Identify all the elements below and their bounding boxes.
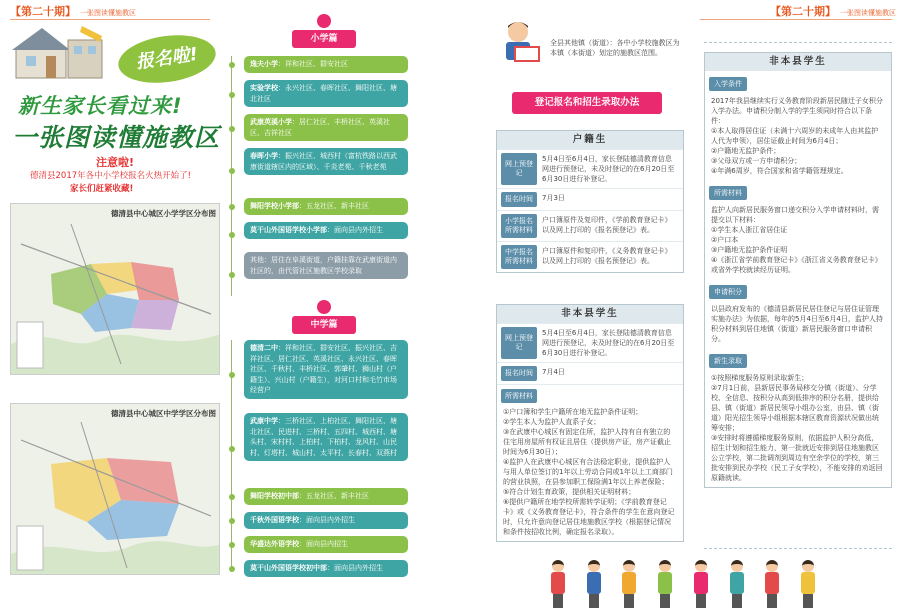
primary-section-label: 小学篇 (292, 30, 356, 48)
row-value: 户口簿原件和复印件，《义务教育登记卡》以及网上打印的《报名预登记》表。 (542, 247, 672, 265)
middle-dot-2 (229, 446, 235, 452)
school-name: 德清二中 (250, 344, 278, 352)
child-icon (727, 560, 747, 610)
primary-map-title: 德清县中心城区小学学区分布图 (111, 209, 216, 218)
middle-dot-6 (229, 566, 235, 572)
school-district: ：祥和社区、群安社区、振兴社区、吉祥社区、居仁社区、英溪社区、永兴社区、春晖社区、千秋村、丰桥社区、郭肇村、狮山村（户籍生）、兴山村（户籍生），对河口村和毛竹市场经营户 (250, 344, 397, 394)
notice-line2: 家长们赶紧收藏! (70, 184, 134, 194)
materials-item: ①学生本人浙江省居住证 (711, 226, 788, 234)
other-note-text: 其他：居住在阜溪街道，户籍挂靠在武康街道内社区的，由代管社区施教区学校录取 (250, 256, 397, 275)
row-value: 户口簿原件及复印件，《学前教育登记卡》以及网上打印的《报名预登记》表。 (542, 216, 672, 234)
row-label: 报名时间 (501, 192, 537, 207)
school-name: 莫干山外国语学校初中部 (250, 564, 327, 572)
material-item: ①户口簿和学生户籍所在地无监护条件证明； (503, 408, 643, 416)
admission-text: 2017年我县继续实行义务教育阶段新居民随迁子女积分入学办法。申请积分制入学的学生须同时符合以下条件： (711, 97, 883, 125)
child-icon (762, 560, 782, 610)
primary-dot-5 (229, 204, 235, 210)
admission-item: ①本人取得居住证（未满十六周岁的未成年人由其监护人代为申领），居住证截止时间为6月4日； (711, 127, 879, 145)
hukou-row-date (497, 188, 683, 210)
points-tag: 申请积分 (709, 285, 747, 299)
school-name: 武康英溪小学 (250, 118, 292, 126)
left-header-rule (10, 19, 210, 20)
enroll-item: ③安排时将遵循梯度服务原则，依据监护人积分高低，招生计划和招生能力，第一批就近安排到居住地施教区公立学校，第二批调剂到周边有空余学位的学校，第三批安排到民办学校（民工子女学校），不能安排的劝返回原籍就读。 (711, 434, 883, 482)
primary-school-4 (244, 148, 408, 175)
middle-district-map (10, 403, 220, 575)
school-name: 莫干山外国语学校小学部 (250, 226, 327, 234)
row-label: 网上预登记 (501, 327, 537, 359)
school-name: 舞阳学校小学部 (250, 202, 299, 210)
school-name: 千秋外国语学校 (250, 516, 299, 524)
primary-school-5 (244, 198, 408, 215)
middle-school-1 (244, 340, 408, 399)
children-illustration (548, 560, 818, 610)
school-district: ：五龙社区、新丰社区 (299, 202, 369, 210)
middle-dot-4 (229, 518, 235, 524)
materials-item: ②户口本 (711, 236, 739, 244)
primary-dot-2 (229, 92, 235, 98)
school-district: ：面向县内招生 (299, 540, 348, 548)
non-hukou-card-title: 非本县学生 (497, 305, 683, 323)
primary-school-2 (244, 80, 408, 107)
school-name: 逸夫小学 (250, 60, 278, 68)
primary-school-1 (244, 56, 408, 73)
child-icon (619, 560, 639, 610)
hero-section (10, 22, 220, 202)
materials-tag: 所需材料 (709, 186, 747, 200)
right-issue-header (770, 3, 896, 19)
school-name: 华盛达外语学校 (250, 540, 299, 548)
school-district: ：三桥社区、上柏社区、舞阳社区、塘北社区、民进村、三桥村、五四村、城西村、塘头村、宋村村、上柏村、下柏村、龙风村、山民村、灯塔村、城山村、太平村、长春村、双燕村 (250, 417, 397, 457)
right-dash-bottom (704, 548, 892, 549)
row-value: 7月4日 (542, 368, 565, 376)
admission-item: ④年满6周岁，符合国家和省学籍管理规定。 (711, 167, 848, 175)
admission-tag: 入学条件 (709, 77, 747, 91)
points-text: 以县政府发布的《德清县新居民居住登记与居住证管理实施办法》为依据，每年的5月4日至6月4日，监护人持积分材料到居住地镇（街道）新居民服务窗口申请积分。 (711, 305, 883, 343)
admission-item: ③父母双方或一方申请积分； (711, 157, 802, 165)
school-district: ：面向县内外招生 (327, 564, 383, 572)
middle-section-label: 中学篇 (292, 316, 356, 334)
primary-dot-1 (229, 62, 235, 68)
right-dash-top (704, 42, 892, 43)
row-label: 报名时间 (501, 366, 537, 381)
left-issue-header (10, 3, 136, 19)
school-district: ：面向县内外招生 (327, 226, 383, 234)
row-value: 5月4日至6月4日，家长登陆德清教育信息网进行预登记，未及时登记的在6月20日至6月30日进行补登记。 (542, 329, 675, 357)
school-district: ：五龙社区、新丰社区 (299, 492, 369, 500)
child-icon (798, 560, 818, 610)
material-item: ⑥提供户籍所在地学校所需转学证明；《学前教育登记卡》或《义务教育登记卡》，符合条件的学生在意向登记时，只允许意向登记居住地施教区学校（根据登记情况和条件按招收比例，确定报名录取）。 (503, 498, 675, 536)
primary-other-note (244, 252, 408, 279)
hukou-row-primary-materials (497, 210, 683, 241)
materials-item: ③户籍地无监护条件证明 (711, 246, 788, 254)
child-icon (584, 560, 604, 610)
enroll-item: ①按照梯度服务原则录取新生； (711, 374, 809, 382)
materials-item: ④《浙江省学前教育登记卡》《浙江省义务教育登记卡》或省外学校就读经历证明。 (711, 256, 882, 274)
child-icon (655, 560, 675, 610)
primary-map-graphic (11, 204, 220, 375)
middle-school-3 (244, 488, 408, 505)
middle-school-5 (244, 536, 408, 553)
middle-dot-3 (229, 494, 235, 500)
school-district: ：居仁社区、丰桥社区、英溪社区、吉祥社区 (250, 118, 390, 137)
notice-line1: 德清县2017年各中小学校报名火热开始了! (30, 171, 192, 181)
primary-dot-3 (229, 126, 235, 132)
materials-label: 所需材料 (501, 389, 537, 403)
middle-dot-5 (229, 542, 235, 548)
non-local-students-panel (704, 52, 892, 488)
signup-bubble: 报名啦! (115, 29, 218, 88)
non-hukou-card (496, 304, 684, 542)
admission-item: ②户籍地无监护条件； (711, 147, 781, 155)
house-illustration-icon (12, 22, 108, 84)
row-value: 7月3日 (542, 194, 565, 202)
school-district: ：永兴社区、春晖社区、舞阳社区、塘北社区 (250, 84, 397, 103)
middle-pin-icon (317, 300, 331, 314)
procedure-banner: 登记报名和招生录取办法 (512, 92, 662, 114)
row-value: 5月4日至6月4日，家长登陆德清教育信息网进行预登记，未及时登记的在6月20日至6月30日进行补登记。 (542, 155, 675, 183)
school-name: 武康中学 (250, 417, 278, 425)
row-label: 网上预登记 (501, 153, 537, 185)
primary-dot-7 (229, 272, 235, 278)
middle-map-graphic (11, 404, 220, 575)
material-item: ⑤符合计划生育政策，提供相关证明材料； (503, 488, 636, 496)
middle-school-2 (244, 413, 408, 461)
school-district: ：祥和社区、群安社区 (278, 60, 348, 68)
right-header-rule (700, 19, 892, 20)
school-name: 舞阳学校初中部 (250, 492, 299, 500)
hukou-card (496, 130, 684, 273)
reading-child-icon (496, 18, 544, 68)
middle-school-6 (244, 560, 408, 577)
middle-school-4 (244, 512, 408, 529)
right-issue-number: 【第二十期】 (770, 5, 836, 18)
non-hukou-materials (497, 384, 683, 541)
primary-district-map (10, 203, 220, 375)
primary-school-6 (244, 222, 408, 239)
intro-note: 全县其他镇（街道）：各中小学校施教区为本镇（本街道）划定的施教区范围。 (550, 39, 680, 57)
middle-map-title: 德清县中心城区中学学区分布图 (111, 409, 216, 418)
hukou-card-title: 户籍生 (497, 131, 683, 149)
left-issue-subtitle: 一张图读懂施教区 (80, 9, 136, 17)
left-issue-number: 【第二十期】 (10, 5, 76, 18)
school-name: 实验学校 (250, 84, 278, 92)
row-label: 小学报名所需材料 (501, 214, 537, 238)
school-district: ：面向县内外招生 (299, 516, 355, 524)
right-issue-subtitle: 一张图读懂施教区 (840, 9, 896, 17)
row-label: 中学报名所需材料 (501, 245, 537, 269)
notice-title: 注意啦! (96, 156, 135, 169)
middle-dot-1 (229, 372, 235, 378)
child-icon (548, 560, 568, 610)
primary-dot-6 (229, 232, 235, 238)
school-name: 春晖小学 (250, 152, 278, 160)
hukou-row-preregister (497, 149, 683, 188)
primary-school-3 (244, 114, 408, 141)
primary-dot-4 (229, 168, 235, 174)
non-hukou-row-date (497, 362, 683, 384)
hero-title-line1: 新生家长看过来! (18, 94, 183, 118)
child-icon (691, 560, 711, 610)
materials-text: 监护人向新居民服务窗口递交积分入学申请材料时，需提交以下材料： (711, 206, 879, 224)
hero-title-line2: 一张图读懂施教区 (12, 123, 221, 152)
material-item: ④监护人在武康中心城区有合法稳定职业，提供监护人与用人单位签订的1年以上劳动合同或1年以上工商部门的营业执照，在县参加职工保险满1年以上养老保险； (503, 458, 673, 486)
school-district: ：振兴社区、城西村（富杭铁路以西武康街道辖区内的区域）、千炎老苑、千秋老苑 (250, 152, 397, 171)
enroll-item: ②7月1日前，县新居民事务局移交分镇（街道）、分学校、全信息、按积分从高到低排序的积分名册，提供给县、镇（街道）新居民领导小组办公室，由县、镇（街道）阳光招生领导小组根据本辖区教育资源状况做出统筹安排； (711, 384, 879, 432)
non-hukou-row-preregister (497, 323, 683, 362)
hukou-row-middle-materials (497, 241, 683, 272)
material-item: ③在武康中心城区有固定住所，监护人持有自有独立的住宅用房屋所有权证且居住（提供房产证，房产证截止时间为6月30日）； (503, 428, 671, 456)
primary-pin-icon (317, 14, 331, 28)
enroll-tag: 新生录取 (709, 354, 747, 368)
right-panel-title: 非本县学生 (705, 53, 891, 71)
material-item: ②学生本人为监护人直系子女； (503, 418, 601, 426)
